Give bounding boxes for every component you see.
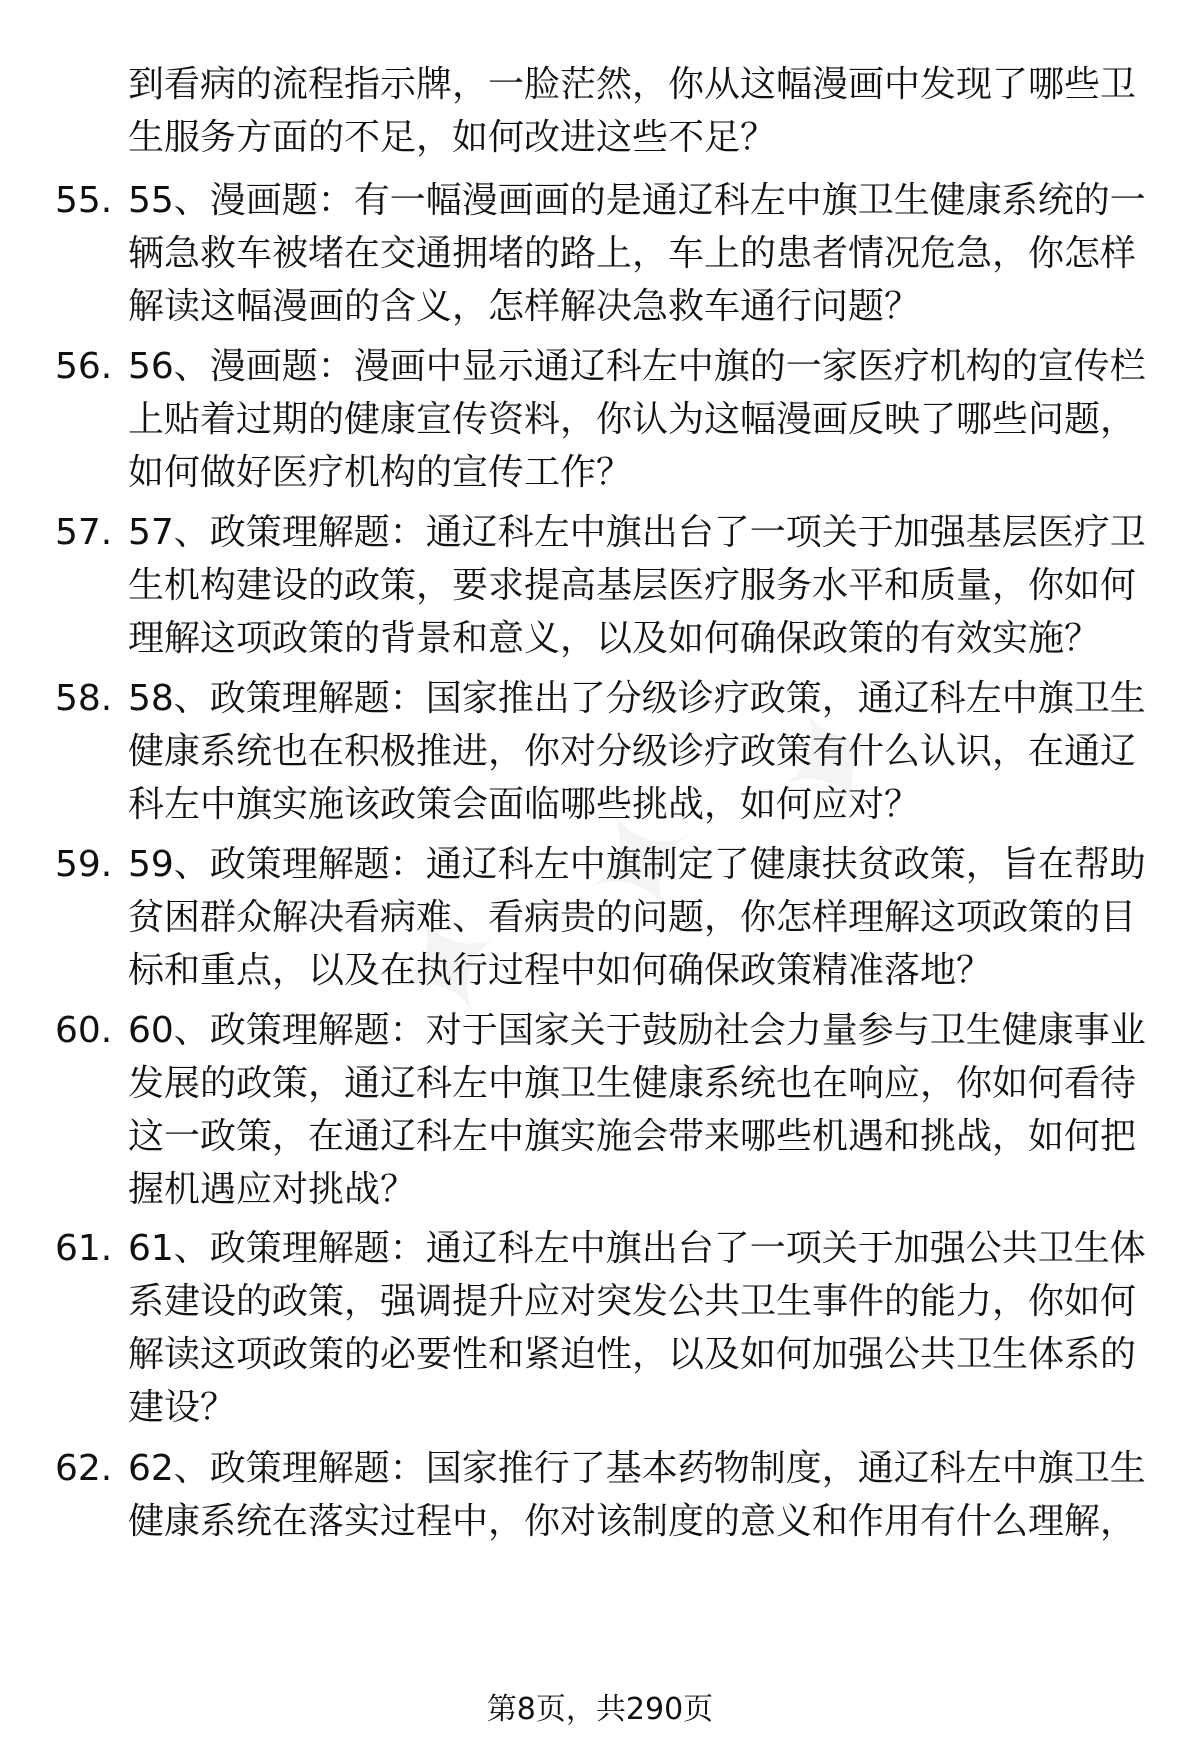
question-text: 60、政策理解题：对于国家关于鼓励社会力量参与卫生健康事业发展的政策，通辽科左中旗卫生健康系统也在响应，你如何看待这一政策，在通辽科左中旗实施会带来哪些机遇和挑战，如何把握机遇应对挑战？ [128,1010,1146,1210]
page-footer: 第8页，共290页 [486,1692,714,1727]
question-text: 58、政策理解题：国家推出了分级诊疗政策，通辽科左中旗卫生健康系统也在积极推进，你对分级诊疗政策有什么认识，在通辽科左中旗实施该政策会面临哪些挑战，如何应对？ [128,678,1146,825]
continuation-text: 到看病的流程指示牌，一脸茫然，你从这幅漫画中发现了哪些卫生服务方面的不足，如何改进这些不足？ [128,64,1137,158]
question-text: 62、政策理解题：国家推行了基本药物制度，通辽科左中旗卫生健康系统在落实过程中，你对该制度的意义和作用有什么理解， [128,1448,1146,1542]
question-text: 55、漫画题：有一幅漫画画的是通辽科左中旗卫生健康系统的一辆急救车被堵在交通拥堵的路上，车上的患者情况危急，你怎样解读这幅漫画的含义，怎样解决急救车通行问题？ [128,180,1146,327]
question-number: 62. [55,1448,113,1489]
question-number: 55. [55,180,113,221]
question-number: 60. [55,1010,113,1051]
question-text: 59、政策理解题：通辽科左中旗制定了健康扶贫政策，旨在帮助贫困群众解决看病难、看病贵的问题，你怎样理解这项政策的目标和重点，以及在执行过程中如何确保政策精准落地？ [128,844,1146,991]
question-number: 61. [55,1228,113,1269]
question-text: 56、漫画题：漫画中显示通辽科左中旗的一家医疗机构的宣传栏上贴着过期的健康宣传资料，你认为这幅漫画反映了哪些问题，如何做好医疗机构的宣传工作？ [128,346,1146,493]
question-text: 57、政策理解题：通辽科左中旗出台了一项关于加强基层医疗卫生机构建设的政策，要求提高基层医疗服务水平和质量，你如何理解这项政策的背景和意义，以及如何确保政策的有效实施？ [128,512,1146,659]
question-number: 56. [55,346,113,387]
question-text: 61、政策理解题：通辽科左中旗出台了一项关于加强公共卫生体系建设的政策，强调提升应对突发公共卫生事件的能力，你如何解读这项政策的必要性和紧迫性，以及如何加强公共卫生体系的建设？ [128,1228,1146,1428]
question-number: 58. [55,678,113,719]
question-number: 57. [55,512,113,553]
question-number: 59. [55,844,113,885]
